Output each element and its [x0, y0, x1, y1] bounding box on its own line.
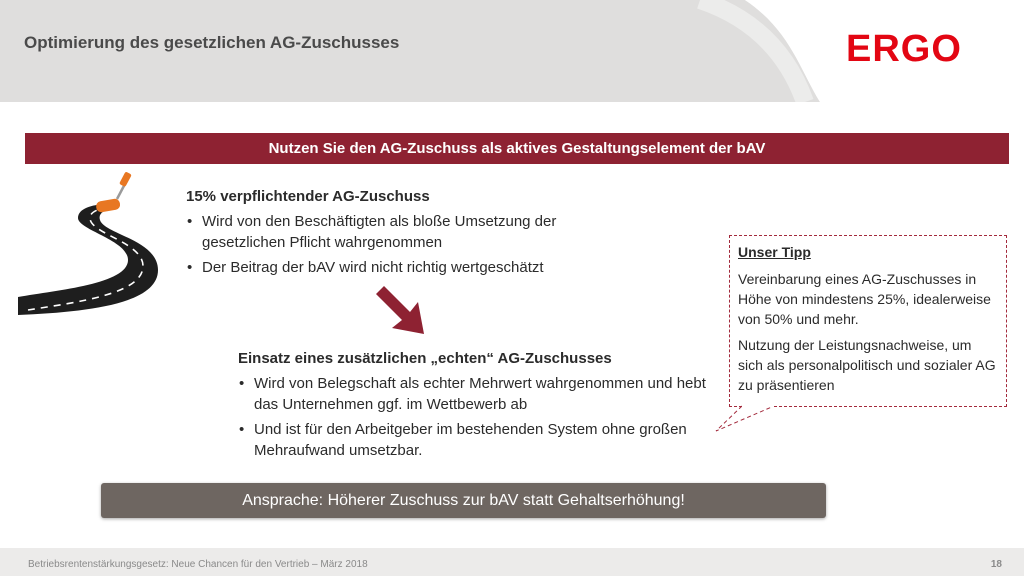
tip-title: Unser Tipp: [738, 244, 811, 260]
tip-paragraph: Nutzung der Leistungsnachweise, um sich als personalpolitisch und sozialer AG zu präsentieren: [738, 337, 996, 393]
list-item: • Wird von den Beschäftigten als bloße Umsetzung der gesetzlichen Pflicht wahrgenommen: [186, 211, 636, 253]
page-number: 18: [990, 559, 1002, 570]
additional-subsidy-heading: Einsatz eines zusätzlichen „echten“ AG-Zuschusses: [238, 350, 612, 367]
mandatory-subsidy-block: [186, 186, 636, 282]
additional-subsidy-block: [238, 348, 708, 465]
road-with-paint-roller-icon: [18, 172, 168, 317]
list-item: • Wird von Belegschaft als echter Mehrwert wahrgenommen und hebt das Unternehmen ggf. im Wettbewerb ab: [238, 373, 708, 415]
additional-subsidy-list: [238, 373, 708, 461]
mandatory-subsidy-heading: 15% verpflichtender AG-Zuschuss: [186, 188, 430, 205]
tip-box: [729, 235, 1007, 407]
slide-header: [0, 0, 1024, 102]
tip-paragraph: Vereinbarung eines AG-Zuschusses in Höhe von mindestens 25%, idealerweise von 50% und mehr.: [738, 271, 991, 327]
ergo-logo: ERGO: [846, 28, 962, 70]
headline-banner: Nutzen Sie den AG-Zuschuss als aktives Gestaltungselement der bAV: [25, 133, 1009, 164]
slide-title: Optimierung des gesetzlichen AG-Zuschusses: [24, 33, 400, 52]
mandatory-subsidy-list: [186, 211, 636, 278]
call-to-action-bar: Ansprache: Höherer Zuschuss zur bAV statt Gehaltserhöhung!: [101, 483, 826, 518]
footer-text: Betriebsrentenstärkungsgesetz: Neue Chancen für den Vertrieb – März 2018: [28, 559, 368, 570]
list-item: • Der Beitrag der bAV wird nicht richtig wertgeschätzt: [186, 257, 636, 278]
arrow-down-right-icon: [368, 278, 430, 340]
list-item: • Und ist für den Arbeitgeber im bestehenden System ohne großen Mehraufwand umsetzbar.: [238, 419, 708, 461]
